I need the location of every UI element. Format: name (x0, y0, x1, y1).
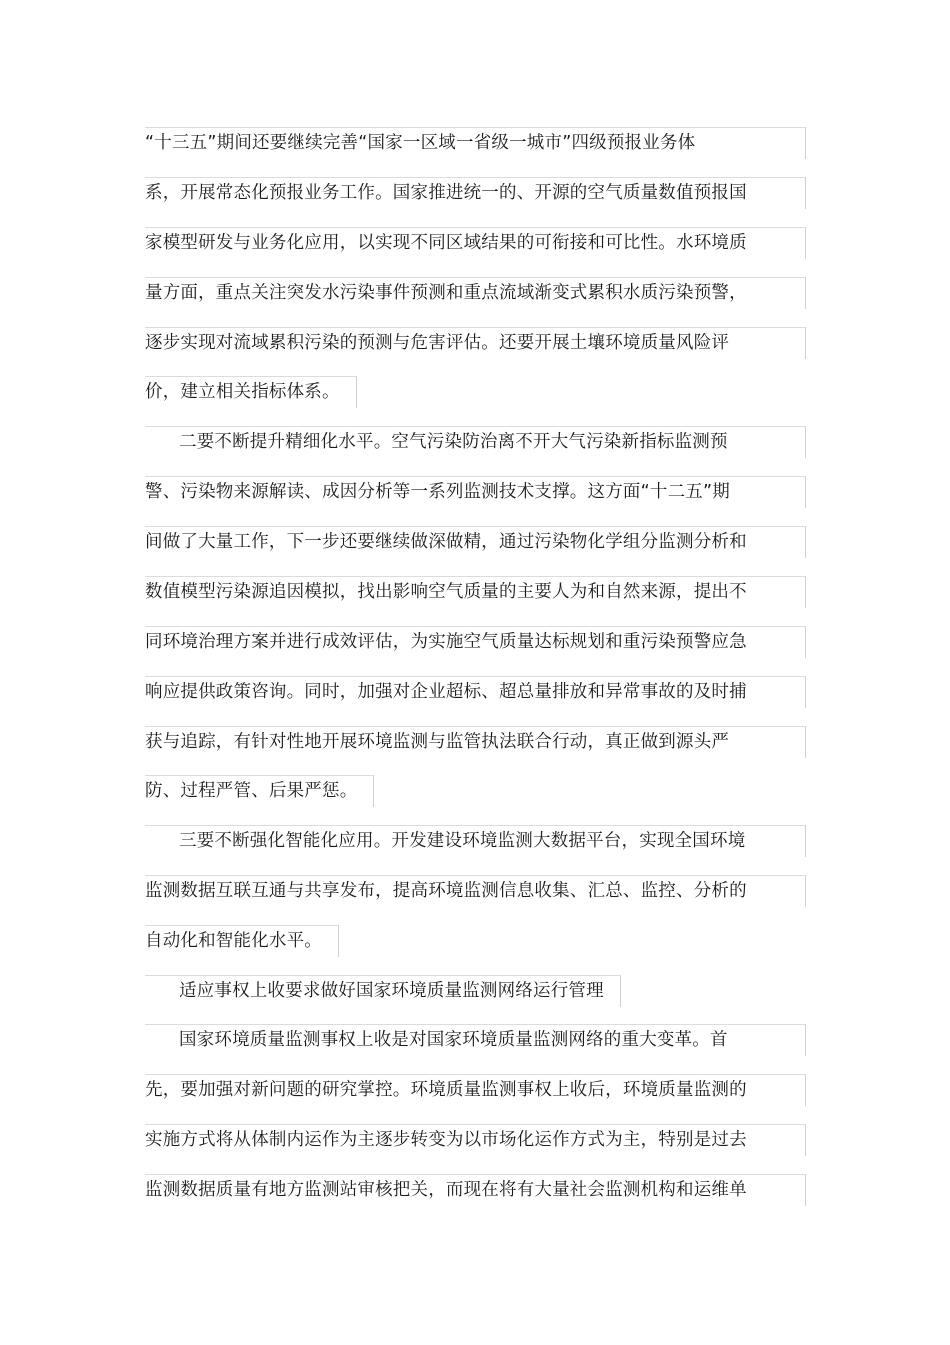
text-line: 三要不断强化智能化应用。开发建设环境监测大数据平台，实现全国环境 (145, 825, 806, 857)
text-line: 自动化和智能化水平。 (145, 925, 339, 957)
text-line: 监测数据质量有地方监测站审核把关，而现在将有大量社会监测机构和运维单 (145, 1174, 806, 1206)
text-line: 间做了大量工作，下一步还要继续做深做精，通过污染物化学组分监测分析和 (145, 526, 806, 558)
text-line: 先，要加强对新问题的研究掌控。环境质量监测事权上收后，环境质量监测的 (145, 1074, 806, 1106)
text-line: 防、过程严管、后果严惩。 (145, 775, 374, 807)
text-line: 系，开展常态化预报业务工作。国家推进统一的、开源的空气质量数值预报国 (145, 177, 806, 209)
text-line: 国家环境质量监测事权上收是对国家环境质量监测网络的重大变革。首 (145, 1024, 806, 1056)
text-line: 价，建立相关指标体系。 (145, 376, 357, 408)
text-line: 同环境治理方案并进行成效评估，为实施空气质量达标规划和重污染预警应急 (145, 626, 806, 658)
text-line: 逐步实现对流域累积污染的预测与危害评估。还要开展土壤环境质量风险评 (145, 327, 806, 359)
section-heading: 适应事权上收要求做好国家环境质量监测网络运行管理 (145, 975, 621, 1007)
text-line: 量方面，重点关注突发水污染事件预测和重点流域渐变式累积水质污染预警， (145, 277, 806, 309)
text-line: “十三五”期间还要继续完善“国家一区域一省级一城市”四级预报业务体 (145, 127, 806, 159)
text-line: 警、污染物来源解读、成因分析等一系列监测技术支撑。这方面“十二五”期 (145, 476, 806, 508)
text-line: 实施方式将从体制内运作为主逐步转变为以市场化运作方式为主，特别是过去 (145, 1124, 806, 1156)
text-line: 监测数据互联互通与共享发布，提高环境监测信息收集、汇总、监控、分析的 (145, 875, 806, 907)
text-line: 获与追踪，有针对性地开展环境监测与监管执法联合行动，真正做到源头严 (145, 726, 806, 758)
text-line: 家模型研发与业务化应用，以实现不同区域结果的可衔接和可比性。水环境质 (145, 227, 806, 259)
text-line: 二要不断提升精细化水平。空气污染防治离不开大气污染新指标监测预 (145, 426, 806, 458)
text-line: 响应提供政策咨询。同时，加强对企业超标、超总量排放和异常事故的及时捕 (145, 676, 806, 708)
text-line: 数值模型污染源追因模拟，找出影响空气质量的主要人为和自然来源，提出不 (145, 576, 806, 608)
